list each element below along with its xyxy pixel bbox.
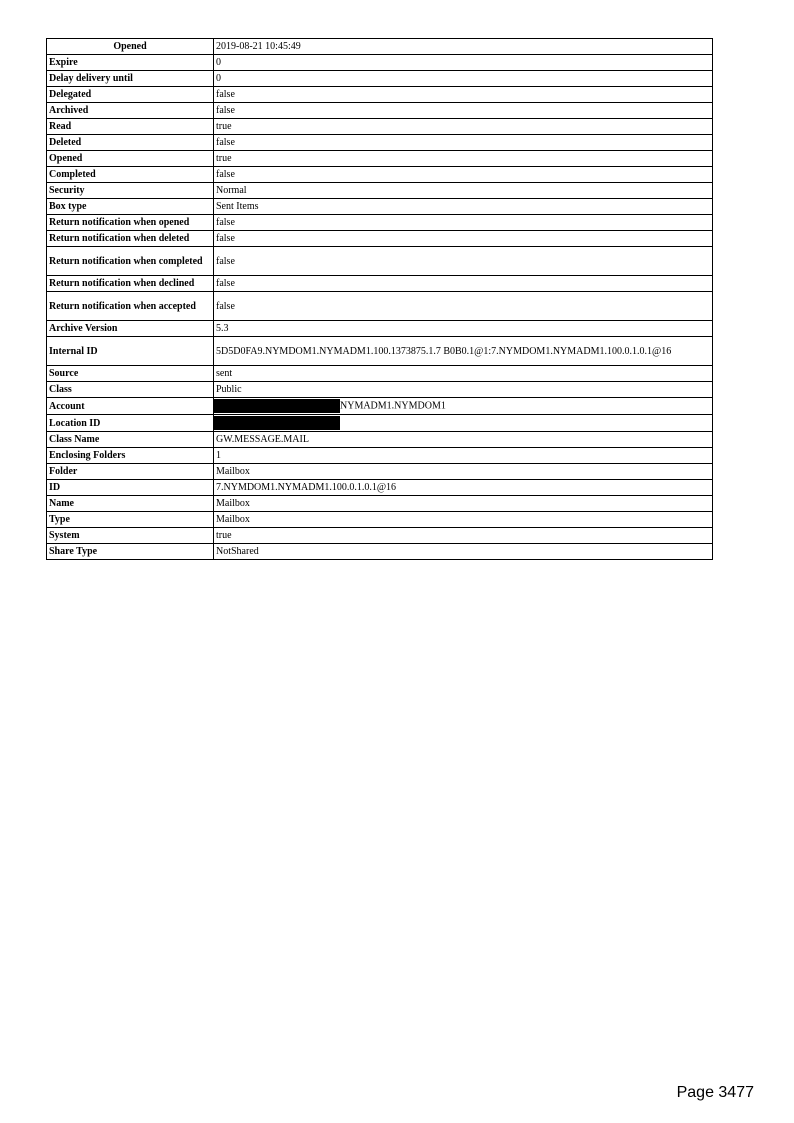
value-opened: true [214,151,713,167]
label-opened: Opened [47,151,214,167]
row-folder-name [47,496,713,512]
value-source: sent [214,366,713,382]
value-deleted: false [214,135,713,151]
label-box-type: Box type [47,199,214,215]
row-account [47,398,713,415]
label-folder-system: System [47,528,214,544]
label-archive-version: Archive Version [47,321,214,337]
label-expire: Expire [47,55,214,71]
value-archived: false [214,103,713,119]
label-opened-timestamp: Opened [47,39,214,55]
row-archive-version [47,321,713,337]
value-read: true [214,119,713,135]
row-class [47,382,713,398]
row-folder-type [47,512,713,528]
value-folder-id: 7.NYMDOM1.NYMADM1.100.0.1.0.1@16 [214,480,713,496]
value-account: NYMADM1.NYMDOM1 [340,400,446,412]
label-delay-delivery: Delay delivery until [47,71,214,87]
value-rn-opened: false [214,215,713,231]
row-folder-share-type [47,544,713,560]
label-security: Security [47,183,214,199]
row-delay-delivery [47,71,713,87]
properties-table [46,38,713,560]
value-opened-timestamp: 2019-08-21 10:45:49 [214,39,713,55]
row-rn-deleted [47,231,713,247]
label-enclosing-folders: Enclosing Folders [47,448,214,464]
value-rn-deleted: false [214,231,713,247]
redaction-block [214,416,340,430]
value-enclosing-folders: 1 [214,448,713,464]
label-folder-name: Name [47,496,214,512]
row-deleted [47,135,713,151]
row-location-id [47,415,713,432]
row-delegated [47,87,713,103]
label-archived: Archived [47,103,214,119]
row-rn-completed [47,247,713,276]
row-completed [47,167,713,183]
row-opened [47,151,713,167]
value-folder: Mailbox [214,464,713,480]
label-read: Read [47,119,214,135]
label-rn-deleted: Return notification when deleted [47,231,214,247]
row-class-name [47,432,713,448]
value-box-type: Sent Items [214,199,713,215]
value-folder-type: Mailbox [214,512,713,528]
value-delay-delivery: 0 [214,71,713,87]
row-security [47,183,713,199]
label-deleted: Deleted [47,135,214,151]
value-class: Public [214,382,713,398]
label-completed: Completed [47,167,214,183]
label-delegated: Delegated [47,87,214,103]
value-folder-system: true [214,528,713,544]
label-rn-opened: Return notification when opened [47,215,214,231]
value-completed: false [214,167,713,183]
row-read [47,119,713,135]
value-class-name: GW.MESSAGE.MAIL [214,432,713,448]
value-location-id-cell [214,415,713,432]
value-account-cell [214,398,713,415]
label-folder: Folder [47,464,214,480]
row-opened-timestamp [47,39,713,55]
label-rn-accepted: Return notification when accepted [47,292,214,321]
row-source [47,366,713,382]
row-folder-system [47,528,713,544]
value-rn-declined: false [214,276,713,292]
value-delegated: false [214,87,713,103]
label-location-id: Location ID [47,415,214,432]
label-internal-id: Internal ID [47,337,214,366]
label-rn-completed: Return notification when completed [47,247,214,276]
value-internal-id: 5D5D0FA9.NYMDOM1.NYMADM1.100.1373875.1.7 B0B0.1@1:7.NYMDOM1.NYMADM1.100.0.1.0.1@16 [214,337,713,366]
row-folder-id [47,480,713,496]
row-enclosing-folders [47,448,713,464]
value-folder-name: Mailbox [214,496,713,512]
row-archived [47,103,713,119]
label-rn-declined: Return notification when declined [47,276,214,292]
row-box-type [47,199,713,215]
label-folder-type: Type [47,512,214,528]
value-security: Normal [214,183,713,199]
row-folder [47,464,713,480]
page-number: Page 3477 [676,1084,754,1101]
label-source: Source [47,366,214,382]
label-class-name: Class Name [47,432,214,448]
row-internal-id [47,337,713,366]
row-expire [47,55,713,71]
value-archive-version: 5.3 [214,321,713,337]
value-expire: 0 [214,55,713,71]
label-folder-share-type: Share Type [47,544,214,560]
label-folder-id: ID [47,480,214,496]
label-class: Class [47,382,214,398]
value-rn-completed: false [214,247,713,276]
value-rn-accepted: false [214,292,713,321]
label-account: Account [47,398,214,415]
value-folder-share-type: NotShared [214,544,713,560]
row-rn-accepted [47,292,713,321]
redaction-block [214,399,340,413]
row-rn-declined [47,276,713,292]
row-rn-opened [47,215,713,231]
